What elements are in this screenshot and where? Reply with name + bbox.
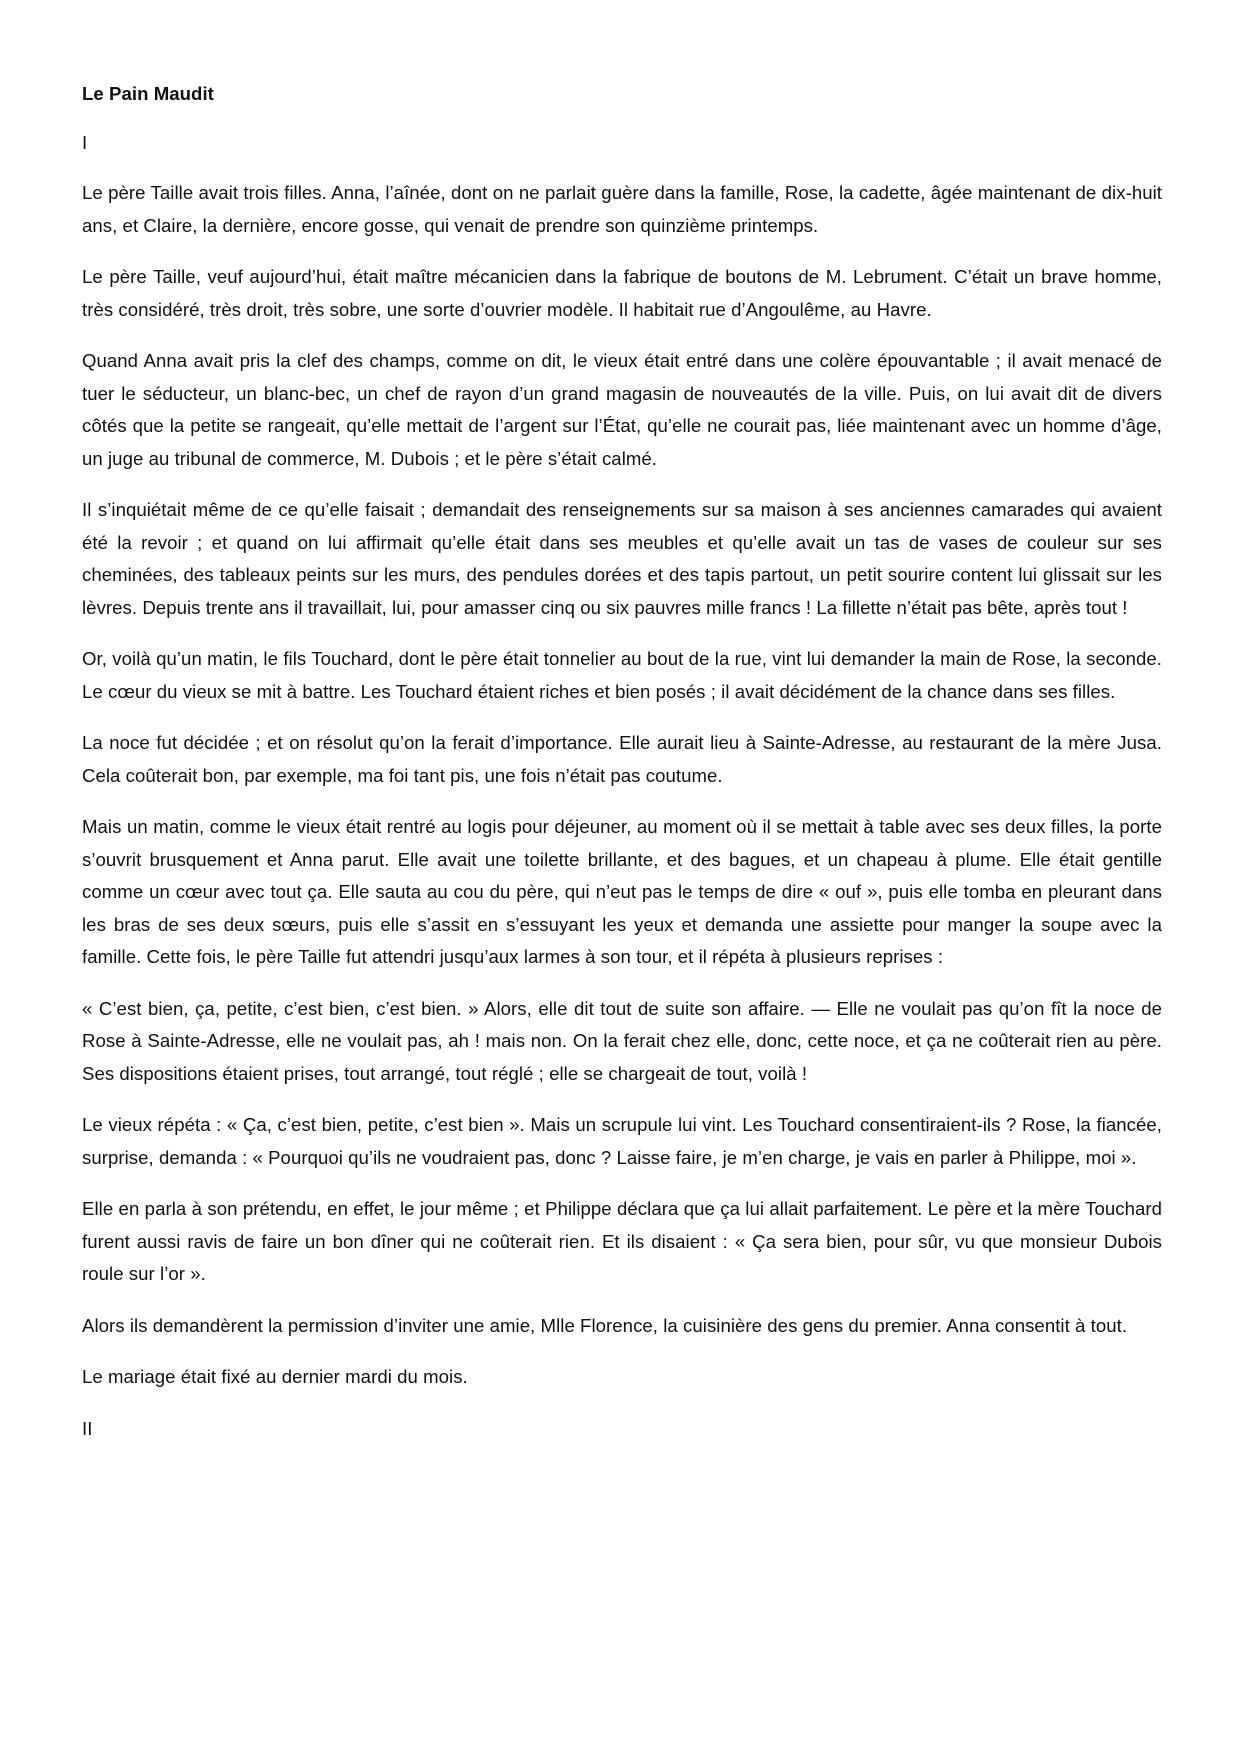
paragraph: Le père Taille avait trois filles. Anna, l’aînée, dont on ne parlait guère dans la famille, Rose, la cadette, âgée maintenant de dix-huit ans, et Claire, la dernière, encore gosse, qui venait de prendre son quinzième printemps. bbox=[82, 182, 1162, 236]
document-title: Le Pain Maudit bbox=[82, 83, 214, 104]
paragraph: Le vieux répéta : « Ça, c’est bien, petite, c’est bien ». Mais un scrupule lui vint. Les Touchard consentiraient-ils ? Rose, la fiancée, surprise, demanda : « Pourquoi qu’ils ne voudraient pas, donc ? Laisse faire, je m’en charge, je vais en parler à Philippe, moi ». bbox=[82, 1114, 1162, 1168]
paragraph: La noce fut décidée ; et on résolut qu’on la ferait d’importance. Elle aurait lieu à Sainte-Adresse, au restaurant de la mère Jusa. Cela coûterait bon, par exemple, ma foi tant pis, une fois n’était pas coutume. bbox=[82, 732, 1162, 786]
document-page bbox=[82, 78, 1162, 1463]
paragraph: Alors ils demandèrent la permission d’inviter une amie, Mlle Florence, la cuisinière des gens du premier. Anna consentit à tout. bbox=[82, 1314, 1128, 1336]
paragraph: Quand Anna avait pris la clef des champs, comme on dit, le vieux était entré dans une colère épouvantable ; il avait menacé de tuer le séducteur, un blanc-bec, un chef de rayon d’un grand magasin de nouveautés de la ville. Puis, on lui avait dit de divers côtés que la petite se rangeait, qu’elle mettait de l’argent sur l’État, qu’elle ne courait pas, liée maintenant avec un homme d’âge, un juge au tribunal de commerce, M. Dubois ; et le père s’était calmé. bbox=[82, 350, 1162, 469]
paragraph: Le père Taille, veuf aujourd’hui, était maître mécanicien dans la fabrique de boutons de M. Lebrument. C’était un brave homme, très considéré, très droit, très sobre, une sorte d’ouvrier modèle. Il habitait rue d’Angoulême, au Havre. bbox=[82, 266, 1162, 320]
paragraph: Le mariage était fixé au dernier mardi du mois. bbox=[82, 1366, 468, 1387]
paragraph: Mais un matin, comme le vieux était rentré au logis pour déjeuner, au moment où il se mettait à table avec ses deux filles, la porte s’ouvrit brusquement et Anna parut. Elle avait une toilette brillante, et des bagues, et un chapeau à plume. Elle était gentille comme un cœur avec tout ça. Elle sauta au cou du père, qui n’eut pas le temps de dire « ouf », puis elle tomba en pleurant dans les bras de ses deux sœurs, puis elle s’assit en s’essuyant les yeux et demanda une assiette pour manger la soupe avec la famille. Cette fois, le père Taille fut attendri jusqu’aux larmes à son tour, et il répéta à plusieurs reprises : bbox=[82, 816, 1162, 967]
paragraph: « C’est bien, ça, petite, c’est bien, c’est bien. » Alors, elle dit tout de suite son affaire. — Elle ne voulait pas qu’on fît la noce de Rose à Sainte-Adresse, elle ne voulait pas, ah ! mais non. On la ferait chez elle, donc, cette noce, et ça ne coûterait rien au père. Ses dispositions étaient prises, tout arrangé, tout réglé ; elle se chargeait de tout, voilà ! bbox=[82, 997, 1162, 1084]
paragraph: Or, voilà qu’un matin, le fils Touchard, dont le père était tonnelier au bout de la rue, vint lui demander la main de Rose, la seconde. Le cœur du vieux se mit à battre. Les Touchard étaient riches et bien posés ; il avait décidément de la chance dans ses filles. bbox=[82, 648, 1162, 702]
paragraph: Il s’inquiétait même de ce qu’elle faisait ; demandait des renseignements sur sa maison à ses anciennes camarades qui avaient été la revoir ; et quand on lui affirmait qu’elle était dans ses meubles et qu’elle avait un tas de vases de couleur sur ses cheminées, des tableaux peints sur les murs, des pendules dorées et des tapis partout, un petit sourire content lui glissait sur les lèvres. Depuis trente ans il travaillait, lui, pour amasser cinq ou six pauvres mille francs ! La fillette n’était pas bête, après tout ! bbox=[82, 499, 1162, 618]
section-heading-1: I bbox=[82, 131, 88, 153]
section-heading-2: II bbox=[82, 1417, 93, 1439]
paragraph: Elle en parla à son prétendu, en effet, le jour même ; et Philippe déclara que ça lui allait parfaitement. Le père et la mère Touchard furent aussi ravis de faire un bon dîner qui ne coûterait rien. Et ils disaient : « Ça sera bien, pour sûr, vu que monsieur Dubois roule sur l’or ». bbox=[82, 1198, 1162, 1284]
